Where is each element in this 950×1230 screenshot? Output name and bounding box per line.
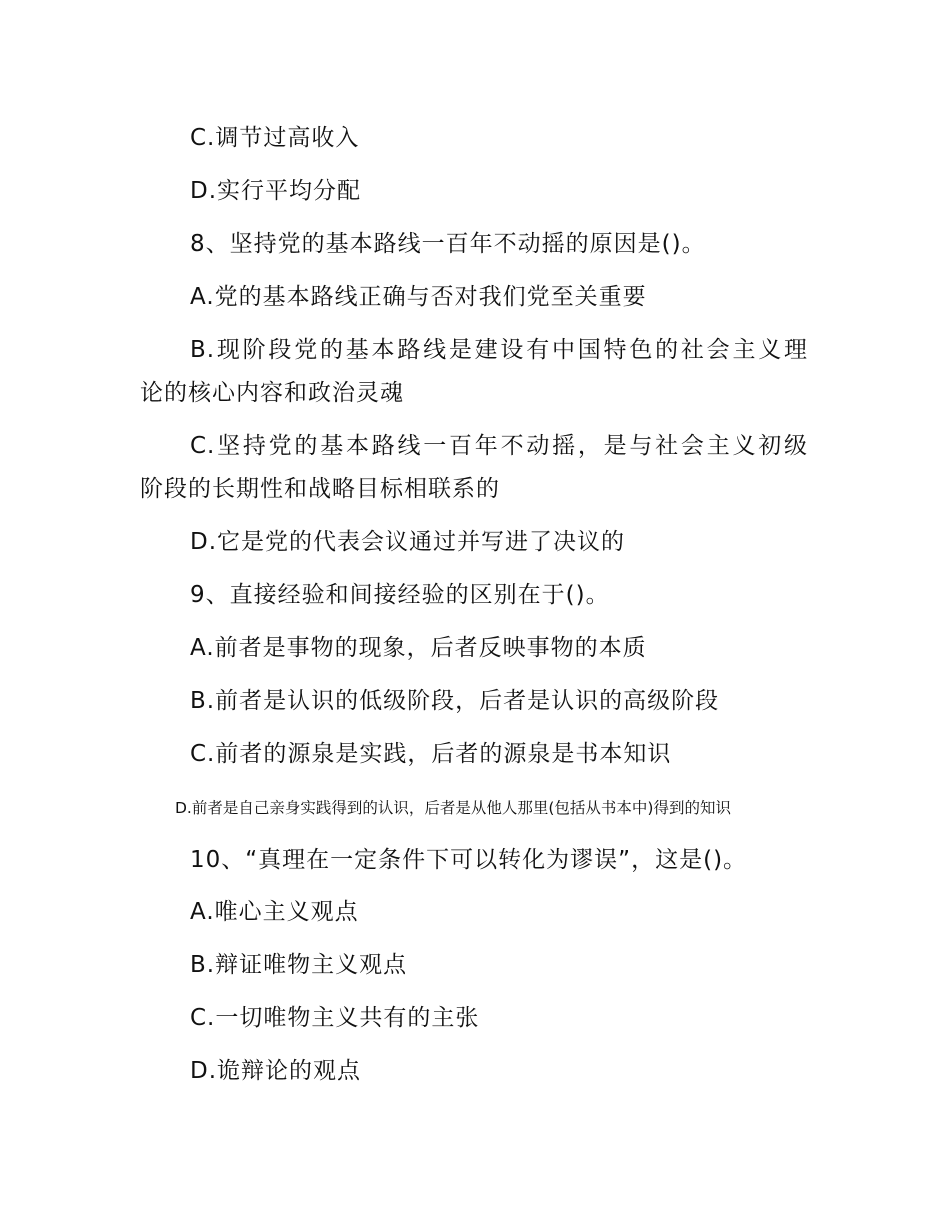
- q7-option-d: D.实行平均分配: [190, 178, 362, 204]
- q10-option-a: A.唯心主义观点: [190, 899, 359, 925]
- q8-option-c-line2: 阶段的长期性和战略目标相联系的: [140, 476, 500, 502]
- q8-option-b-line2: 论的核心内容和政治灵魂: [140, 380, 404, 406]
- q9-option-a: A.前者是事物的现象，后者反映事物的本质: [190, 635, 647, 661]
- q8-option-d: D.它是党的代表会议通过并写进了决议的: [190, 529, 626, 555]
- q8-option-a: A.党的基本路线正确与否对我们党至关重要: [190, 284, 647, 310]
- q8-question: 8、坚持党的基本路线一百年不动摇的原因是()。: [190, 231, 706, 257]
- q9-option-c: C.前者的源泉是实践，后者的源泉是书本知识: [190, 741, 672, 767]
- q7-option-c: C.调节过高收入: [190, 125, 360, 151]
- q9-option-b: B.前者是认识的低级阶段，后者是认识的高级阶段: [190, 688, 720, 714]
- q10-option-d: D.诡辩论的观点: [190, 1058, 362, 1084]
- q10-question: 10、“真理在一定条件下可以转化为谬误”，这是()。: [190, 847, 748, 873]
- q10-option-b: B.辩证唯物主义观点: [190, 952, 408, 978]
- q9-question: 9、直接经验和间接经验的区别在于()。: [190, 582, 610, 608]
- q10-option-c: C.一切唯物主义共有的主张: [190, 1005, 480, 1031]
- q9-option-d: D.前者是自己亲身实践得到的认识，后者是从他人那里(包括从书本中)得到的知识: [175, 799, 731, 817]
- q8-option-c-line1: C.坚持党的基本路线一百年不动摇，是与社会主义初级: [190, 433, 808, 459]
- q8-option-b-line1: B.现阶段党的基本路线是建设有中国特色的社会主义理: [190, 337, 808, 363]
